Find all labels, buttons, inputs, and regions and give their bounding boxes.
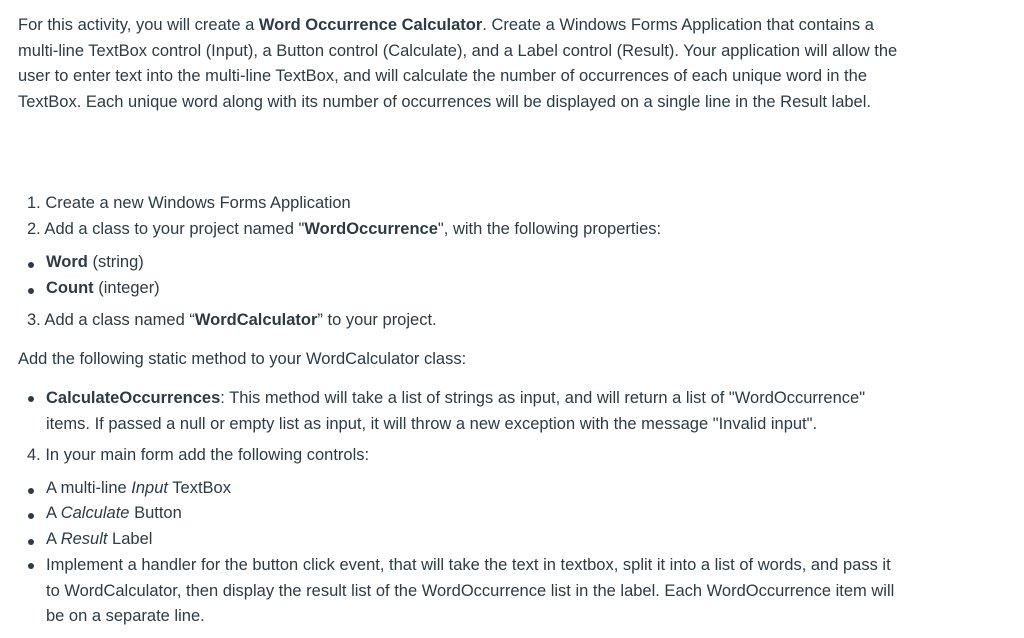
control-calculate-pre: A xyxy=(46,504,61,522)
step-2 xyxy=(27,220,661,239)
step-3-pre: 3. Add a class named “ xyxy=(27,311,195,329)
step-3-class-name: WordCalculator xyxy=(194,311,318,329)
handler-description: Implement a handler for the button click event, that will take the text in textbox, split it into a list of words, and pass it to WordCalculator, then display the result list of the WordOccurrence list in the label. Each WordOccurrence item will be on a separate line. xyxy=(27,553,906,630)
step-3-post: ” to your project. xyxy=(317,311,437,329)
intro-bold-title: Word Occurrence Calculator xyxy=(258,16,483,34)
intro-text-2: . Create a Windows Forms Application that contains a multi-line TextBox control (Input), a Button control (Calculate), and a Label control (Result). Your application will allow the user to enter text into the multi-line TextBox, and will calculate the number of occurrences of each unique word in the TextBox. Each unique word along with its number of occurrences will be displayed on a single line in the Result label. xyxy=(18,16,898,111)
step-3 xyxy=(27,311,437,330)
property-count xyxy=(27,279,160,298)
method-text: : This method will take a list of strings as input, and will return a list of "WordOccurrence" items. If passed a null or empty list as input, it will throw a new exception with the message "Invalid input". xyxy=(46,389,866,433)
control-result-post: Label xyxy=(107,530,153,548)
control-result xyxy=(27,530,152,549)
step-2-class-name: WordOccurrence xyxy=(304,220,438,238)
property-word xyxy=(27,253,144,272)
method-name: CalculateOccurrences xyxy=(46,389,221,407)
control-input-pre: A multi-line xyxy=(46,479,132,497)
intro-text-1: For this activity, you will create a xyxy=(18,16,259,34)
control-calculate-post: Button xyxy=(129,504,182,522)
control-input-post: TextBox xyxy=(167,479,231,497)
control-result-name: Result xyxy=(60,530,108,548)
step-4: 4. In your main form add the following controls: xyxy=(27,446,370,464)
control-input-name: Input xyxy=(131,479,168,497)
property-count-name: Count xyxy=(46,279,94,297)
static-method-intro: Add the following static method to your WordCalculator class: xyxy=(18,350,467,368)
control-result-pre: A xyxy=(46,530,61,548)
control-input xyxy=(27,479,231,498)
property-word-type: (string) xyxy=(87,253,144,271)
step-1: 1. Create a new Windows Forms Application xyxy=(27,194,351,212)
control-calculate xyxy=(27,504,182,523)
control-calculate-name: Calculate xyxy=(60,504,130,522)
step-2-pre: 2. Add a class to your project named " xyxy=(27,220,305,238)
step-2-post: ", with the following properties: xyxy=(437,220,662,238)
property-count-type: (integer) xyxy=(93,279,160,297)
method-description xyxy=(27,386,906,437)
intro-paragraph xyxy=(18,13,918,115)
property-word-name: Word xyxy=(46,253,88,271)
